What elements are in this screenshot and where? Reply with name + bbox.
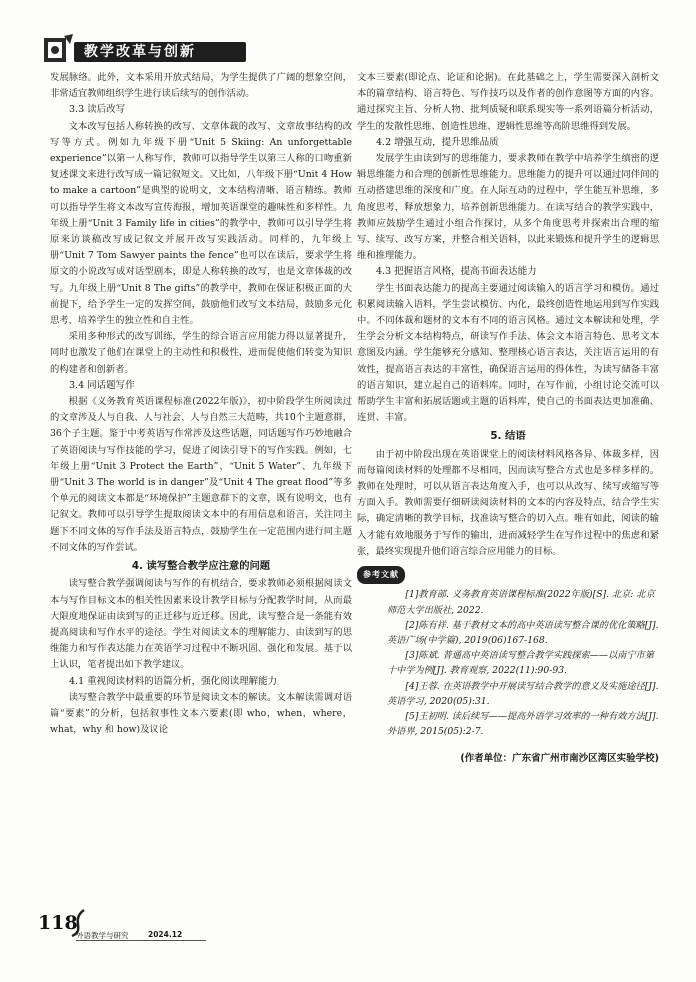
paragraph: 读写整合教学强调阅读与写作的有机结合，要求教师必须根据阅读文本与写作目标文本的相关性因素来设计教学目标与分配教学时间，从而最大限度地保证由读到写的正迁移与近迁移。因此，读写整合是一条能有效提高阅读和写作水平的途径。学生对阅读文本的理解能力、由读到写的思维能力和写作表达能力在英语学习过程中不断巩固、强化和发展。基于以上认识，笔者提出如下教学建议。 [50, 578, 352, 671]
paragraph: 文本三要素(即论点、论证和论据)。在此基础之上，学生需要深入剖析文本的篇章结构、语言特色、写作技巧以及作者的创作意图等方面的内容。通过探究主旨、分析人物、批判质疑和联系现实等一系列语篇分析活动，学生的发散性思维、创造性思维、逻辑性思维等高阶思维得到发展。 [357, 72, 659, 132]
references-label: 参考文献 [357, 566, 405, 584]
section-heading: 4.3 把握语言风格，提高书面表达能力 [376, 266, 537, 278]
references-list [357, 587, 659, 739]
paragraph: 读写整合教学中最重要的环节是阅读文本的解读。文本解读需调对语篇“要素”的分析，包括叙事性文本六要素(即 who，when，where，what，why 和 how)及议论 [50, 691, 352, 736]
paragraph: 发展脉络。此外，文本采用开放式结局，为学生提供了广阔的想象空间，非常适宜教师组织学生进行读后续写的创作活动。 [50, 72, 352, 100]
section-heading: 4.1 重视阅读材料的语篇分析，强化阅读理解能力 [69, 675, 278, 687]
left-column [50, 70, 352, 738]
paragraph: 采用多种形式的改写训练，学生的综合语言应用能力得以显著提升，同时也激发了他们在课堂上的主动性和积极性，进而促使他们转变为知识的构建者和创新者。 [50, 331, 352, 375]
reference-item: [5]王初明. 读后续写——提高外语学习效率的一种有效方法[J]. 外语界, 2015(05):2-7. [387, 710, 659, 738]
section-heading: 4.2 增强互动，提升思维品质 [376, 136, 499, 148]
author-affiliation: (作者单位：广东省广州市南沙区湾区实验学校) [460, 753, 659, 765]
paragraph: 文本改写包括人称转换的改写、文章体裁的改写、文章故事结构的改写等方式。例如九年级下册“Unit 5 Skiing: An unforgettable experience”以第一人称写作，教师可以指导学生以第三人称的口吻重新复述课文来进行改写成一篇记叙短文。又比如，八年级下册“Unit 4 How to make a cartoon”是典型的说明文，文本结构清晰、语言精练。教师可以指导学生将文本改写宣传海报，增加英语课堂的趣味性和多样性。九年级上册“Unit 3 Family life in cities”的教学中，教师可以引导学生将原来访谈稿改写成记叙文并展开改写实践活动。同样的，九年级上册“Unit 7 Tom Sawyer paints the fence”也可以在读后，要求学生将原文的小说改写成对话型剧本，即是人称转换的改写，也是文章体裁的改写。九年级上册“Unit 8 The gifts”的教学中，教师在保证积极正面的大前提下，给予学生一定的发挥空间，鼓励他们改写文本结局，鼓励多元化思考，培养学生的独立性和自主性。 [50, 120, 352, 327]
journal-name: 外语教学与研究 [76, 931, 129, 940]
footer-divider [76, 940, 206, 941]
reference-item: [2]陈有祥. 基于教材文本的高中英语读写整合课的优化策略[J]. 英语广场(中学篇), 2019(06)167-168. [387, 619, 659, 646]
reference-item: [4]王蓉. 在英语教学中开展读写结合教学的意义及实施途径[J]. 英语学习, 2020(05):31. [387, 680, 659, 707]
page-footer [38, 906, 258, 950]
section-heading: 4. 读写整合教学应注意的问题 [131, 560, 271, 573]
issue-date: 2024.12 [148, 930, 183, 939]
section-heading: 3.3 读后改写 [69, 104, 126, 116]
page-number: 118 [38, 912, 78, 934]
section-heading: 3.4 同话题写作 [69, 379, 135, 391]
paragraph: 发展学生由读到写的思维能力，要求教师在教学中培养学生缜密的逻辑思维能力和合理的创新性思维能力。思维能力的提升可以通过同伴间的互动搭建思维的深度和广度。在人际互动的过程中，学生能互补思维，多角度思考，释放想象力，培养创新思维能力。在读写结合的教学实践中，教师应鼓励学生通过小组合作探讨，从多个角度思考并探索出合理的缩写、续写、改写方案，并整合相关语料，以此来锻炼和提升学生的逻辑思维和推理能力。 [357, 153, 659, 262]
paragraph: 学生书面表达能力的提高主要通过阅读输入的语言学习和模仿。通过积累阅读输入语料，学生尝试模仿、内化，最终创造性地运用到写作实践中。不同体裁和题材的文本有不同的语言风格。通过文本解读和处理，学生学会分析文本结构特点，研读写作手法、体会文本语言特色、思考文本意图及内涵。学生能够充分感知、整理核心语言表达，关注语言运用的有效性，提高语言表达的丰富性，确保语言运用的得体性，为读写储备丰富的语言知识，建立起自己的语料库。同时，在写作前，小组讨论交流可以帮助学生丰富和拓展话题或主题的语料库，使自己的书面表达更加准确、连贯、丰富。 [357, 282, 659, 424]
paragraph: 根据《义务教育英语课程标准(2022年版)》，初中阶段学生所阅读过的文章涉及人与自我、人与社会、人与自然三大范畴，共10个主题意群，36个子主题。鉴于中考英语写作常涉及这些话题，同话题写作巧妙地融合了英语阅读与写作技能的学习，促进了阅读引导下的写作实践。例如，七年级上册“Unit 3 Protect the Earth”、“Unit 5 Water”、九年级下册“Unit 3 The world is in danger”及“Unit 4 The great flood”等多个单元的阅读文本都是“环境保护”主题意群下的文章，既有说明文，也有记叙文。教师可以引导学生提取阅读文本中的有用信息和语言，关注同主题下不同文体的写作手法及语言特点，鼓励学生在一定范围内进行同主题不同文体的写作尝试。 [50, 396, 352, 553]
section-title: 教学改革与创新 [74, 42, 246, 62]
right-column [357, 70, 659, 768]
page-header [40, 30, 340, 70]
paragraph: 由于初中阶段出现在英语课堂上的阅读材料风格各异、体裁多样，因而每篇阅读材料的处理都不尽相同，因而读写整合方式也是多样多样的。教师在处理时，可以从语言表达角度入手，也可以从改写、续写或缩写等方面入手。教师需要仔细研读阅读材料的文本的内容及特点，结合学生实际，确定清晰的教学目标，找准读写整合的切入点。唯有如此，阅读的输入才能有效地服务于写作的输出，进而减轻学生在写作过程中的焦虑和紧张，最终实现提升他们语言综合应用能力的目标。 [357, 448, 659, 557]
section-heading: 5. 结语 [490, 430, 526, 443]
reference-item: [1]教育部. 义务教育英语课程标准(2022年版)[S]. 北京: 北京师范大学出版社, 2022. [387, 589, 655, 616]
logo-icon [40, 30, 76, 66]
reference-item: [3]陈斌. 普通高中英语读写整合教学实践探索——以南宁市第十中学为例[J]. 教育观察, 2022(11):90-93. [387, 650, 654, 677]
